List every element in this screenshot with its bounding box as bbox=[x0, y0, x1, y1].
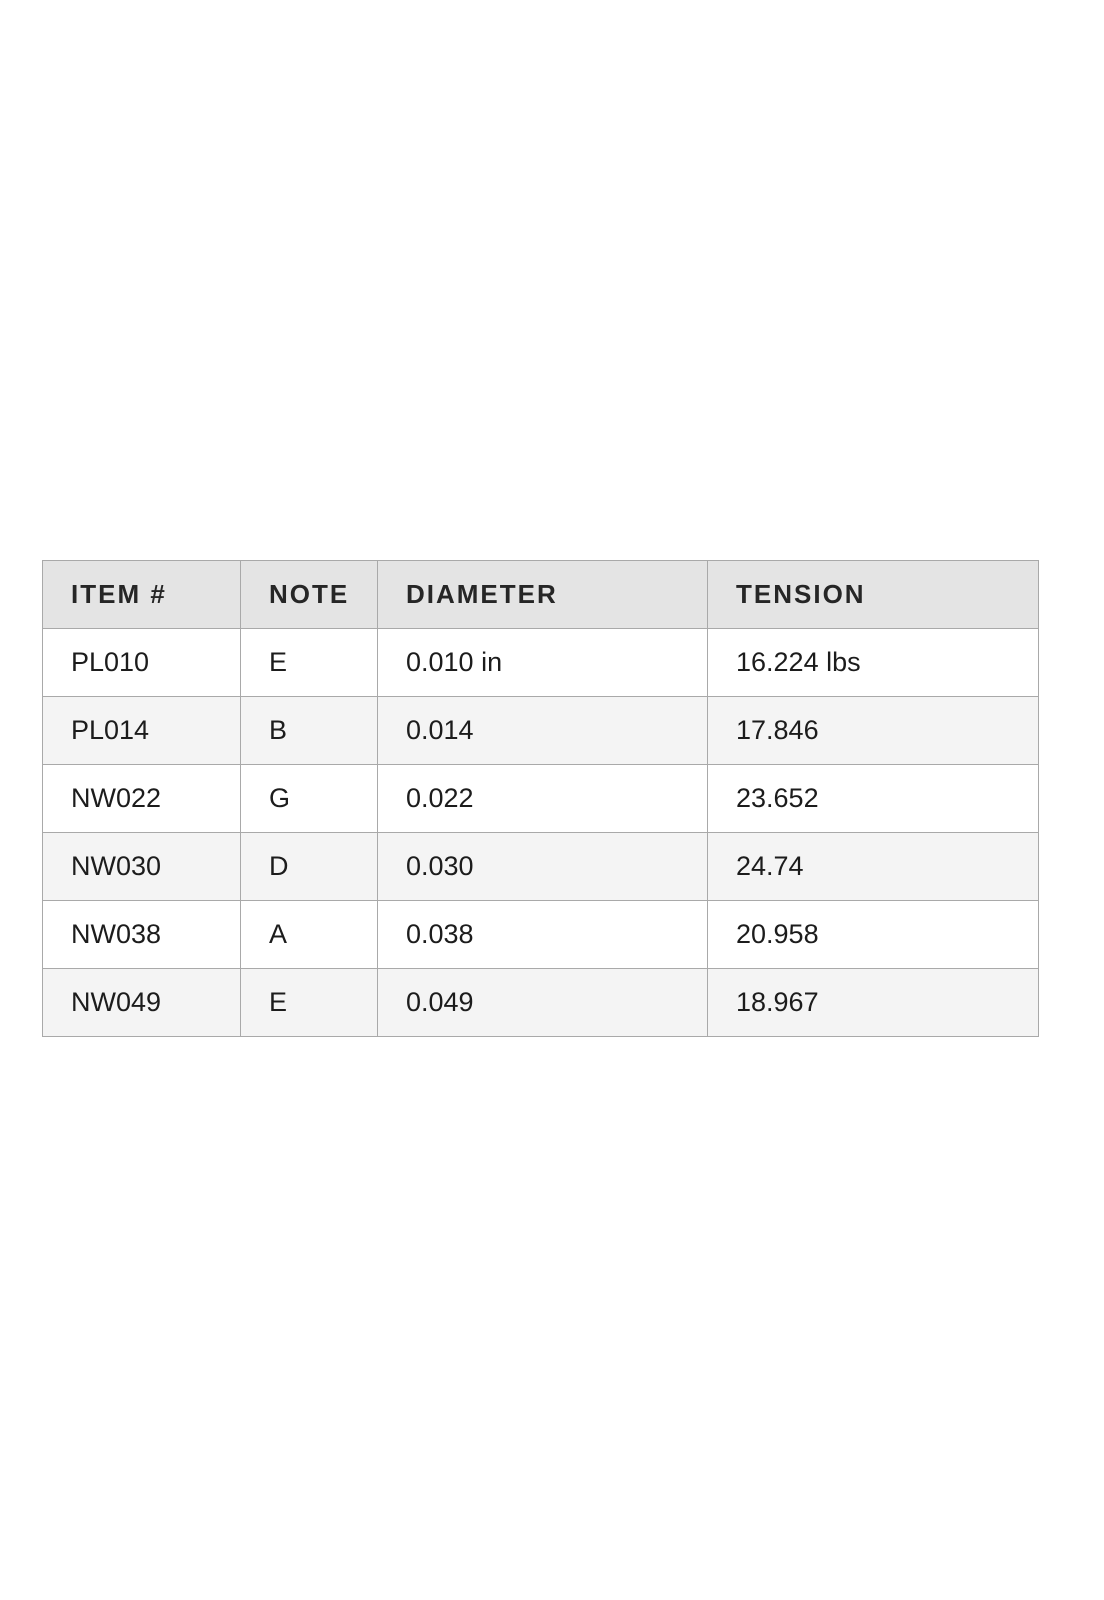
cell-item-number: NW049 bbox=[43, 969, 241, 1037]
cell-diameter: 0.038 bbox=[378, 901, 708, 969]
table-row bbox=[43, 969, 1039, 1037]
cell-note: B bbox=[241, 697, 378, 765]
cell-note: E bbox=[241, 969, 378, 1037]
header-row bbox=[43, 561, 1039, 629]
cell-item-number: NW030 bbox=[43, 833, 241, 901]
table-header bbox=[43, 561, 1039, 629]
cell-note: D bbox=[241, 833, 378, 901]
cell-tension: 18.967 bbox=[708, 969, 1039, 1037]
table-row bbox=[43, 833, 1039, 901]
header-diameter: DIAMETER bbox=[378, 561, 708, 629]
table-body bbox=[43, 629, 1039, 1037]
header-tension: TENSION bbox=[708, 561, 1039, 629]
cell-tension: 20.958 bbox=[708, 901, 1039, 969]
cell-note: A bbox=[241, 901, 378, 969]
cell-diameter: 0.014 bbox=[378, 697, 708, 765]
header-note: NOTE bbox=[241, 561, 378, 629]
cell-tension: 17.846 bbox=[708, 697, 1039, 765]
cell-tension: 16.224 lbs bbox=[708, 629, 1039, 697]
cell-diameter: 0.030 bbox=[378, 833, 708, 901]
table-row bbox=[43, 629, 1039, 697]
cell-item-number: NW022 bbox=[43, 765, 241, 833]
cell-diameter: 0.022 bbox=[378, 765, 708, 833]
string-spec-table bbox=[42, 560, 1039, 1037]
cell-item-number: PL010 bbox=[43, 629, 241, 697]
table-row bbox=[43, 901, 1039, 969]
cell-tension: 23.652 bbox=[708, 765, 1039, 833]
string-spec-table-container bbox=[42, 560, 1038, 1037]
header-item-number: ITEM # bbox=[43, 561, 241, 629]
table-row bbox=[43, 697, 1039, 765]
cell-note: G bbox=[241, 765, 378, 833]
cell-diameter: 0.010 in bbox=[378, 629, 708, 697]
cell-diameter: 0.049 bbox=[378, 969, 708, 1037]
cell-item-number: NW038 bbox=[43, 901, 241, 969]
table-row bbox=[43, 765, 1039, 833]
cell-item-number: PL014 bbox=[43, 697, 241, 765]
cell-tension: 24.74 bbox=[708, 833, 1039, 901]
cell-note: E bbox=[241, 629, 378, 697]
